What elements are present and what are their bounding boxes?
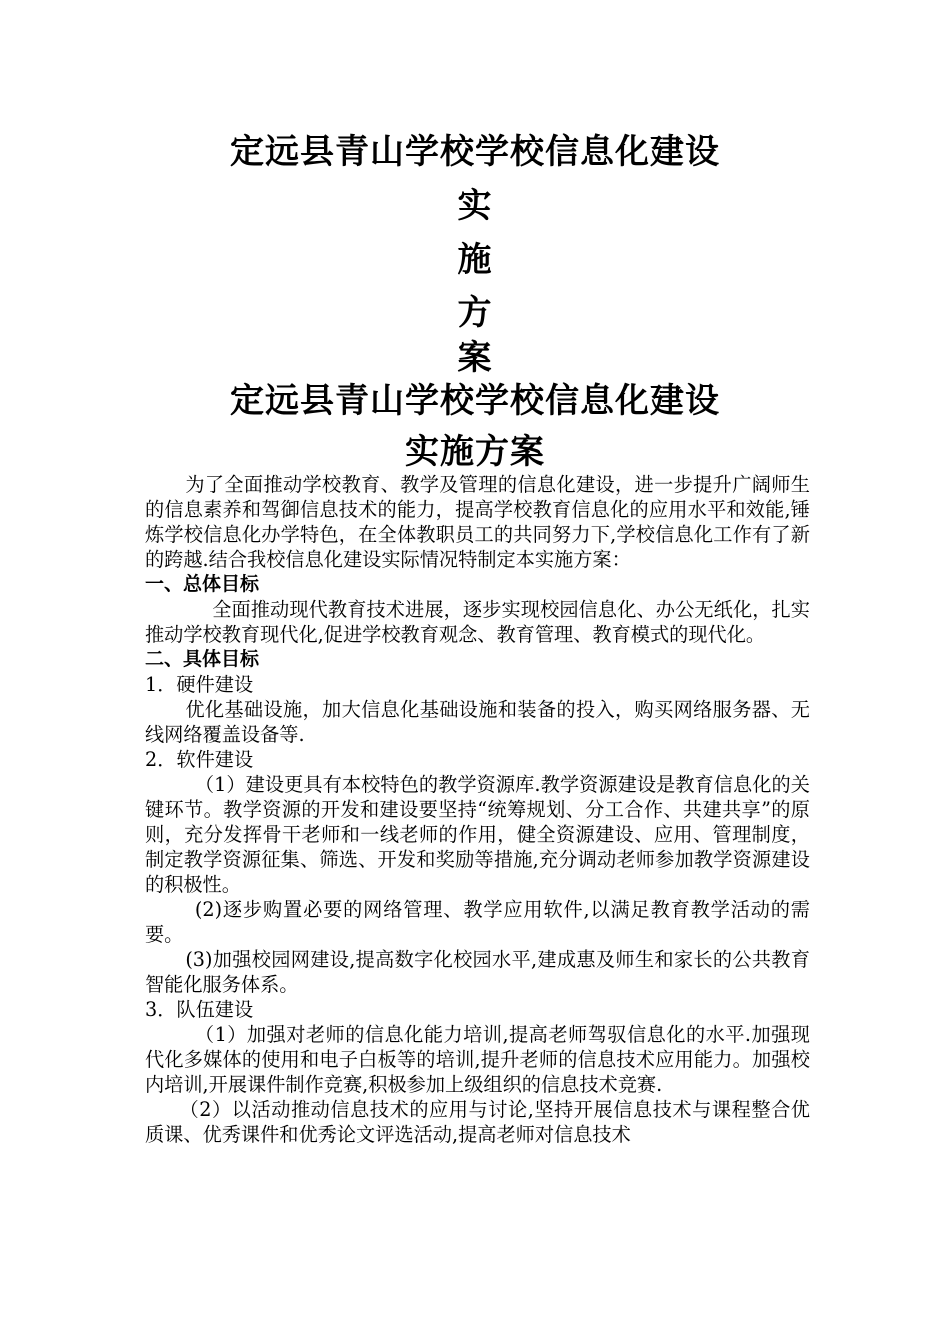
hardware-paragraph: 优化基础设施，加大信息化基础设施和装备的投入，购买网络服务器、无线网络覆盖设备等. <box>145 698 810 746</box>
software-title: 2．软件建设 <box>145 748 254 771</box>
overall-goal-paragraph: 全面推动现代教育技术进展，逐步实现校园信息化、办公无纸化，扎实推动学校教育现代化,促进学校教育观念、教育管理、教育模式的现代化。 <box>145 598 810 646</box>
title-char-an: 案 <box>457 338 493 378</box>
title-line-1: 定远县青山学校学校信息化建设 <box>230 132 720 172</box>
section-heading-overall-goal: 一、总体目标 <box>145 573 260 595</box>
intro-paragraph: 为了全面推动学校教育、教学及管理的信息化建设，进一步提升广阔师生的信息素养和驾御信息技术的能力，提高学校教育信息化的应用水平和效能,锤炼学校信息化办学特色，在全体教职员工的共同努力下,学校信息化工作有了新的跨越.结合我校信息化建设实际情况特制定本实施方案： <box>145 473 810 571</box>
team-paragraph-1: （1）加强对老师的信息化能力培训,提高老师驾驭信息化的水平.加强现代化多媒体的使用和电子白板等的培训,提升老师的信息技术应用能力。加强校内培训,开展课件制作竞赛,积极参加上级组织的信息技术竞赛. <box>145 1023 810 1096</box>
software-paragraph-1: （1）建设更具有本校特色的教学资源库.教学资源建设是教育信息化的关键环节。教学资源的开发和建设要坚持“统筹规划、分工合作、共建共享”的原则，充分发挥骨干老师和一线老师的作用，健全资源建设、应用、管理制度，制定教学资源征集、筛选、开发和奖励等措施,充分调动老师参加教学资源建设的积极性。 <box>145 773 810 896</box>
document-body <box>145 472 810 1147</box>
software-paragraph-3: (3)加强校园网建设,提高数字化校园水平,建成惠及师生和家长的公共教育智能化服务体系。 <box>145 948 810 996</box>
hardware-title: 1．硬件建设 <box>145 673 254 696</box>
title-char-shi: 实 <box>457 186 493 226</box>
title-char-shi2: 施 <box>457 240 493 280</box>
section-heading-specific-goals: 二、具体目标 <box>145 648 260 670</box>
title-char-fang: 方 <box>457 293 493 333</box>
team-title: 3．队伍建设 <box>145 998 254 1021</box>
title-line-3: 实施方案 <box>405 432 545 472</box>
team-paragraph-2: （2）以活动推动信息技术的应用与讨论,坚持开展信息技术与课程整合优质课、优秀课件和优秀论文评选活动,提高老师对信息技术 <box>145 1098 810 1146</box>
software-paragraph-2: (2)逐步购置必要的网络管理、教学应用软件,以满足教育教学活动的需要。 <box>145 898 810 946</box>
title-line-2: 定远县青山学校学校信息化建设 <box>230 381 720 421</box>
